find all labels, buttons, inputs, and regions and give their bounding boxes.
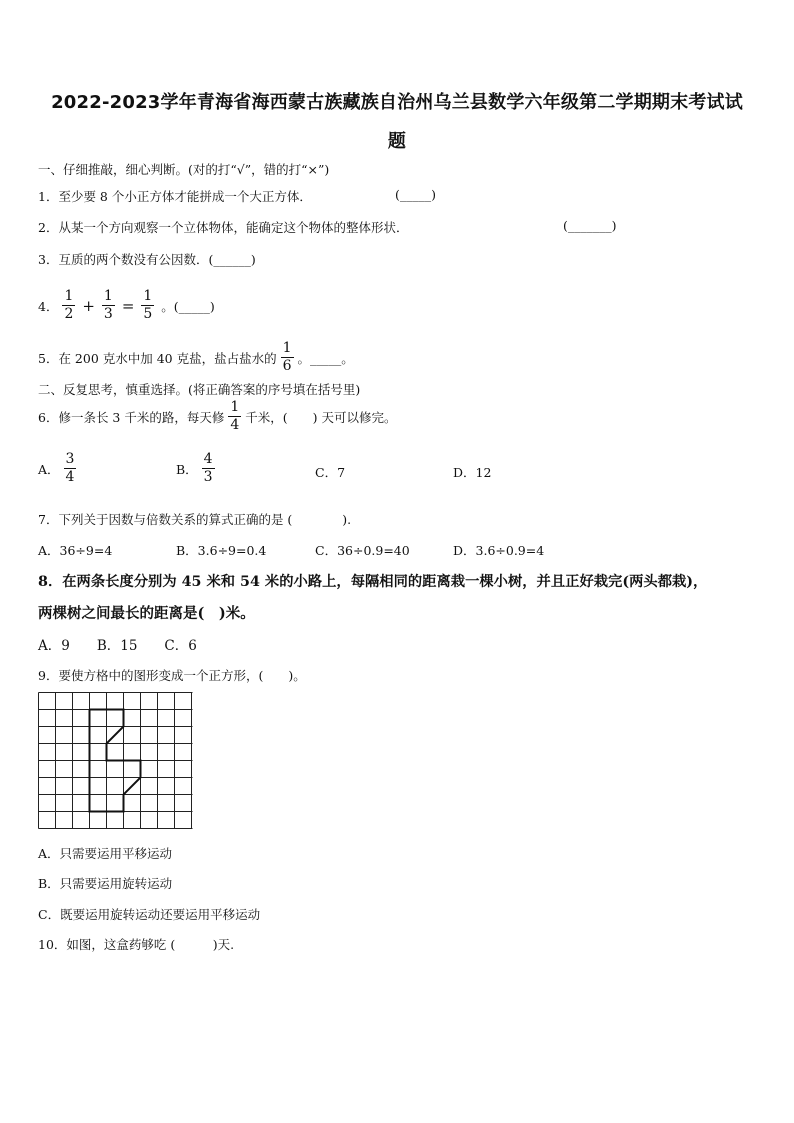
option-d[interactable]: D．3.6÷0.9=4 xyxy=(453,543,545,558)
option-a[interactable]: A． $\frac{3}{4}$ xyxy=(38,451,75,485)
answer-blank[interactable]: 。_____。 xyxy=(297,350,354,366)
fraction: $\frac{4}{3}$ xyxy=(203,451,213,485)
fraction: $\frac{1}{6}$ xyxy=(282,340,292,374)
question-10: 10．如图，这盒药够吃 ( )天. xyxy=(38,937,235,952)
option-b[interactable]: B．3.6÷9=0.4 xyxy=(176,543,267,558)
fraction: $\frac{1}{3}$ xyxy=(103,288,113,322)
option-a[interactable]: A．只需要运用平移运动 xyxy=(38,846,173,861)
option-c[interactable]: C．36÷0.9=40 xyxy=(315,543,410,558)
fraction: $\frac{3}{4}$ xyxy=(65,451,75,485)
plus-sign: + xyxy=(82,296,95,315)
option-c[interactable]: C．7 xyxy=(315,465,346,480)
page-title: 2022-2023学年青海省海西蒙古族藏族自治州乌兰县数学六年级第二学期期末考试试 xyxy=(51,92,743,113)
grid-figure xyxy=(38,692,194,830)
option-b[interactable]: B． $\frac{4}{3}$ xyxy=(176,451,213,485)
answer-blank[interactable]: (_______) xyxy=(563,218,617,233)
question-4 xyxy=(38,288,218,323)
fraction: $\frac{1}{5}$ xyxy=(143,288,153,322)
option-c[interactable]: C．既要运用旋转运动还要运用平移运动 xyxy=(38,907,261,922)
question-3: 3．互质的两个数没有公因数．(______) xyxy=(38,252,256,267)
option-b[interactable]: B．只需要运用旋转运动 xyxy=(38,876,173,891)
question-8-continued: 两棵树之间最长的距离是( )米。 xyxy=(38,605,255,622)
equals-sign: = xyxy=(121,296,135,315)
question-7: 7．下列关于因数与倍数关系的算式正确的是 ( ). xyxy=(38,512,352,527)
option-d[interactable]: D．12 xyxy=(453,465,492,480)
option-a[interactable]: A．36÷9=4 xyxy=(38,543,113,558)
question-1 xyxy=(38,187,312,205)
page-title-continued: 题 xyxy=(387,131,407,152)
fraction: $\frac{1}{2}$ xyxy=(64,288,74,322)
question-number: 4． xyxy=(38,298,59,314)
question-8-options[interactable]: A．9 B．15 C．6 xyxy=(38,638,197,654)
question-text: 1．至少要 8 个小正方体才能拼成一个大正方体． xyxy=(38,189,312,204)
question-9: 9．要使方格中的图形变成一个正方形，( )。 xyxy=(38,668,306,683)
question-8: 8．在两条长度分别为 45 米和 54 米的小路上，每隔相同的距离栽一棵小树，并且正好栽完(两头都栽)， xyxy=(38,574,708,590)
answer-blank[interactable]: 。(_____) xyxy=(161,298,215,314)
fraction: $\frac{1}{4}$ xyxy=(230,399,240,433)
section-heading-choice: 二、反复思考，慎重选择。(将正确答案的序号填在括号里) xyxy=(38,382,361,397)
section-heading-judgement: 一、仔细推敲，细心判断。(对的打“√”，错的打“×”) xyxy=(38,162,330,177)
question-2: 2．从某一个方向观察一个立体物体，能确定这个物体的整体形状． xyxy=(38,220,409,235)
answer-blank[interactable]: (_____) xyxy=(395,187,437,202)
question-6: 6．修一条长 3 千米的路，每天修 $\frac{1}{4}$ 千米，( ) 天可以修完。 xyxy=(38,399,397,433)
question-5: 5．在 200 克水中加 40 克盐，盐占盐水的 $\frac{1}{6}$ 。_____。 xyxy=(38,340,354,374)
